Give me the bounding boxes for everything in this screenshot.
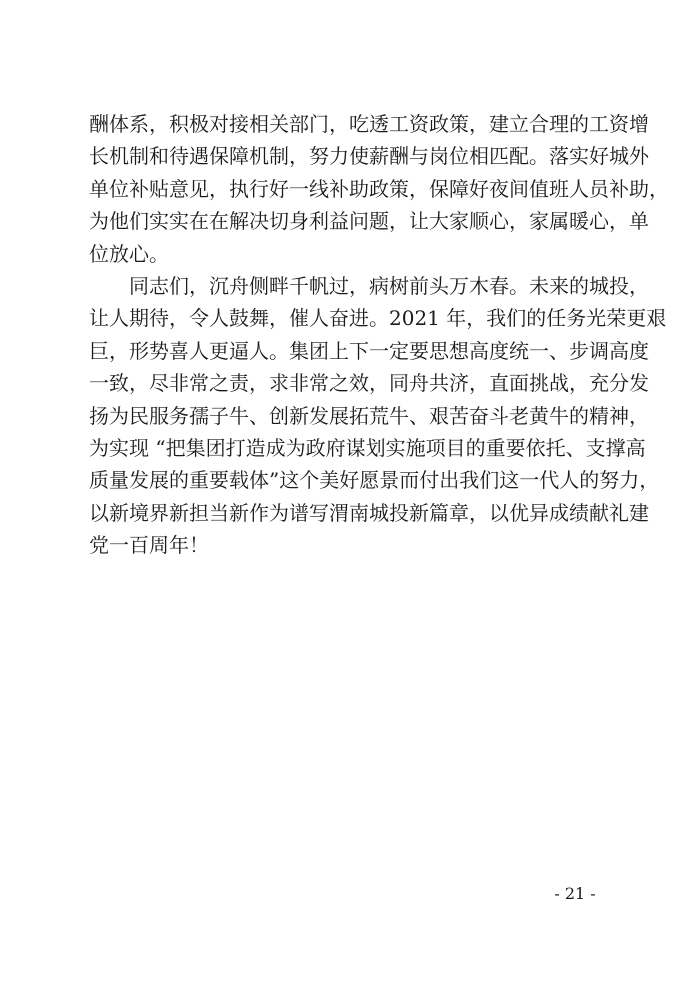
text-line: 巨，形势喜人更逼人。集团上下一定要思想高度统一、步调高度 bbox=[89, 338, 649, 363]
text-line: 酬体系，积极对接相关部门，吃透工资政策，建立合理的工资增 bbox=[89, 112, 649, 136]
text-line: 让人期待，令人鼓舞，催人奋进。2021 年，我们的任务光荣更艰 bbox=[89, 306, 667, 331]
text-line: 长机制和待遇保障机制，努力使薪酬与岗位相匹配。落实好城外 bbox=[89, 144, 649, 169]
text-line: 一致，尽非常之责，求非常之效，同舟共济，直面挑战，充分发 bbox=[89, 371, 649, 396]
text-line: 质量发展的重要载体”这个美好愿景而付出我们这一代人的努力， bbox=[89, 468, 660, 493]
text-line: 位放心。 bbox=[89, 241, 169, 266]
text-line: 为实现 “把集团打造成为政府谋划实施项目的重要依托、支撑高 bbox=[89, 435, 646, 460]
text-line: 扬为民服务孺子牛、创新发展拓荒牛、艰苦奋斗老黄牛的精神， bbox=[89, 403, 649, 428]
text-line: 以新境界新担当新作为谱写渭南城投新篇章，以优异成绩献礼建 bbox=[89, 500, 649, 525]
page-number: - 21 - bbox=[554, 884, 596, 903]
text-line: 为他们实实在在解决切身利益问题，让大家顺心，家属暖心，单 bbox=[89, 209, 649, 234]
text-line: 党一百周年！ bbox=[89, 533, 209, 558]
text-line: 单位补贴意见，执行好一线补助政策，保障好夜间值班人员补助， bbox=[89, 176, 669, 201]
body-text bbox=[89, 108, 669, 561]
text-line: 同志们，沉舟侧畔千帆过，病树前头万木春。未来的城投， bbox=[129, 273, 649, 298]
